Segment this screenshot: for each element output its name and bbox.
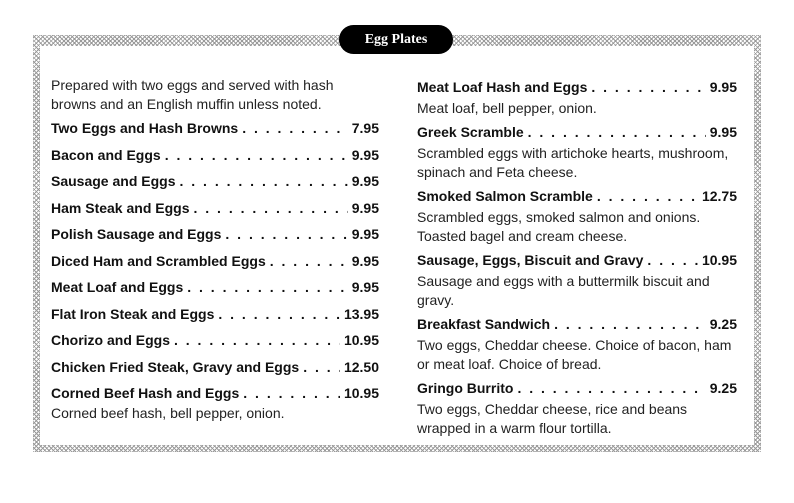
item-name: Bacon and Eggs bbox=[51, 146, 161, 163]
menu-item-block bbox=[417, 316, 737, 374]
right-column bbox=[417, 79, 737, 444]
item-name: Diced Ham and Scrambled Eggs bbox=[51, 252, 266, 269]
menu-item bbox=[51, 306, 379, 333]
leader-dots bbox=[554, 316, 706, 332]
item-name: Sausage and Eggs bbox=[51, 173, 176, 189]
menu-item bbox=[417, 188, 737, 208]
menu-title: Egg Plates bbox=[339, 25, 453, 54]
item-name: Chorizo and Eggs bbox=[51, 332, 170, 348]
item-name: Sausage, Eggs, Biscuit and Gravy bbox=[417, 252, 644, 268]
item-name: Polish Sausage and Eggs bbox=[51, 226, 222, 242]
leader-dots bbox=[528, 124, 706, 140]
leader-dots bbox=[174, 332, 340, 348]
item-name: Meat Loaf Hash and Eggs bbox=[417, 79, 588, 95]
item-description: Scrambled eggs, smoked salmon and onions. Toasted bagel and cream cheese. bbox=[417, 209, 701, 244]
leader-dots bbox=[517, 380, 705, 396]
item-name: Greek Scramble bbox=[417, 124, 524, 140]
menu-item bbox=[51, 279, 379, 306]
leader-dots bbox=[179, 173, 347, 189]
item-price: 9.95 bbox=[351, 199, 379, 216]
item-price: 9.25 bbox=[709, 316, 737, 332]
leader-dots bbox=[647, 252, 698, 268]
menu-item bbox=[417, 79, 737, 99]
item-price: 10.95 bbox=[343, 385, 379, 401]
leader-dots bbox=[194, 200, 348, 216]
item-name: Gringo Burrito bbox=[417, 380, 514, 396]
item-description: Corned beef hash, bell pepper, onion. bbox=[51, 405, 285, 421]
leader-dots bbox=[225, 226, 347, 242]
menu-item bbox=[51, 385, 379, 404]
menu-item-block bbox=[417, 79, 737, 118]
menu-item bbox=[51, 173, 379, 200]
item-price: 9.95 bbox=[351, 279, 379, 295]
item-price: 13.95 bbox=[343, 305, 379, 322]
item-name: Smoked Salmon Scramble bbox=[417, 188, 593, 204]
item-name: Ham Steak and Eggs bbox=[51, 199, 190, 216]
leader-dots bbox=[243, 385, 340, 401]
leader-dots bbox=[591, 79, 705, 95]
item-price: 10.95 bbox=[701, 252, 737, 268]
item-name: Chicken Fried Steak, Gravy and Eggs bbox=[51, 358, 300, 375]
intro-text: Prepared with two eggs and served with hash browns and an English muffin unless noted. bbox=[51, 77, 334, 112]
item-price: 9.25 bbox=[709, 380, 737, 396]
item-name: Meat Loaf and Eggs bbox=[51, 279, 184, 295]
item-description: Sausage and eggs with a buttermilk biscuit and gravy. bbox=[417, 273, 710, 308]
item-price: 9.95 bbox=[351, 226, 379, 242]
item-price: 9.95 bbox=[351, 146, 379, 163]
leader-dots bbox=[187, 279, 348, 295]
item-price: 12.50 bbox=[343, 358, 379, 375]
left-column bbox=[51, 76, 379, 423]
menu-item-block bbox=[417, 124, 737, 182]
menu-item bbox=[51, 332, 379, 359]
item-price: 9.95 bbox=[351, 173, 379, 189]
item-name: Corned Beef Hash and Eggs bbox=[51, 385, 240, 401]
menu-item bbox=[51, 226, 379, 253]
menu-item bbox=[51, 359, 379, 386]
menu-item bbox=[417, 252, 737, 272]
leader-dots bbox=[242, 120, 348, 136]
leader-dots bbox=[270, 253, 348, 269]
menu-item bbox=[51, 147, 379, 174]
item-price: 10.95 bbox=[343, 332, 379, 348]
right-item-list bbox=[417, 79, 737, 438]
item-description: Two eggs, Cheddar cheese. Choice of bacon, ham or meat loaf. Choice of bread. bbox=[417, 337, 732, 372]
item-name: Flat Iron Steak and Eggs bbox=[51, 305, 215, 322]
item-name: Two Eggs and Hash Browns bbox=[51, 120, 239, 136]
item-description: Scrambled eggs with artichoke hearts, mushroom, spinach and Feta cheese. bbox=[417, 145, 729, 180]
menu-item bbox=[51, 120, 379, 147]
leader-dots bbox=[303, 359, 340, 375]
menu-item bbox=[417, 316, 737, 336]
item-price: 9.95 bbox=[709, 124, 737, 140]
leader-dots bbox=[218, 306, 340, 322]
menu-item-block bbox=[417, 380, 737, 438]
item-price: 12.75 bbox=[701, 188, 737, 204]
menu-item bbox=[51, 200, 379, 227]
leader-dots bbox=[597, 188, 698, 204]
menu-item bbox=[417, 380, 737, 400]
left-item-list bbox=[51, 120, 379, 385]
menu-item bbox=[417, 124, 737, 144]
item-price: 7.95 bbox=[351, 120, 379, 136]
item-name: Breakfast Sandwich bbox=[417, 316, 551, 332]
menu-item bbox=[51, 253, 379, 280]
item-price: 9.95 bbox=[351, 252, 379, 269]
item-description: Meat loaf, bell pepper, onion. bbox=[417, 100, 597, 116]
menu-item-block bbox=[417, 188, 737, 246]
leader-dots bbox=[165, 147, 348, 163]
item-price: 9.95 bbox=[709, 79, 737, 95]
menu-item-block bbox=[417, 252, 737, 310]
item-description: Two eggs, Cheddar cheese, rice and beans wrapped in a warm flour tortilla. bbox=[417, 401, 688, 436]
